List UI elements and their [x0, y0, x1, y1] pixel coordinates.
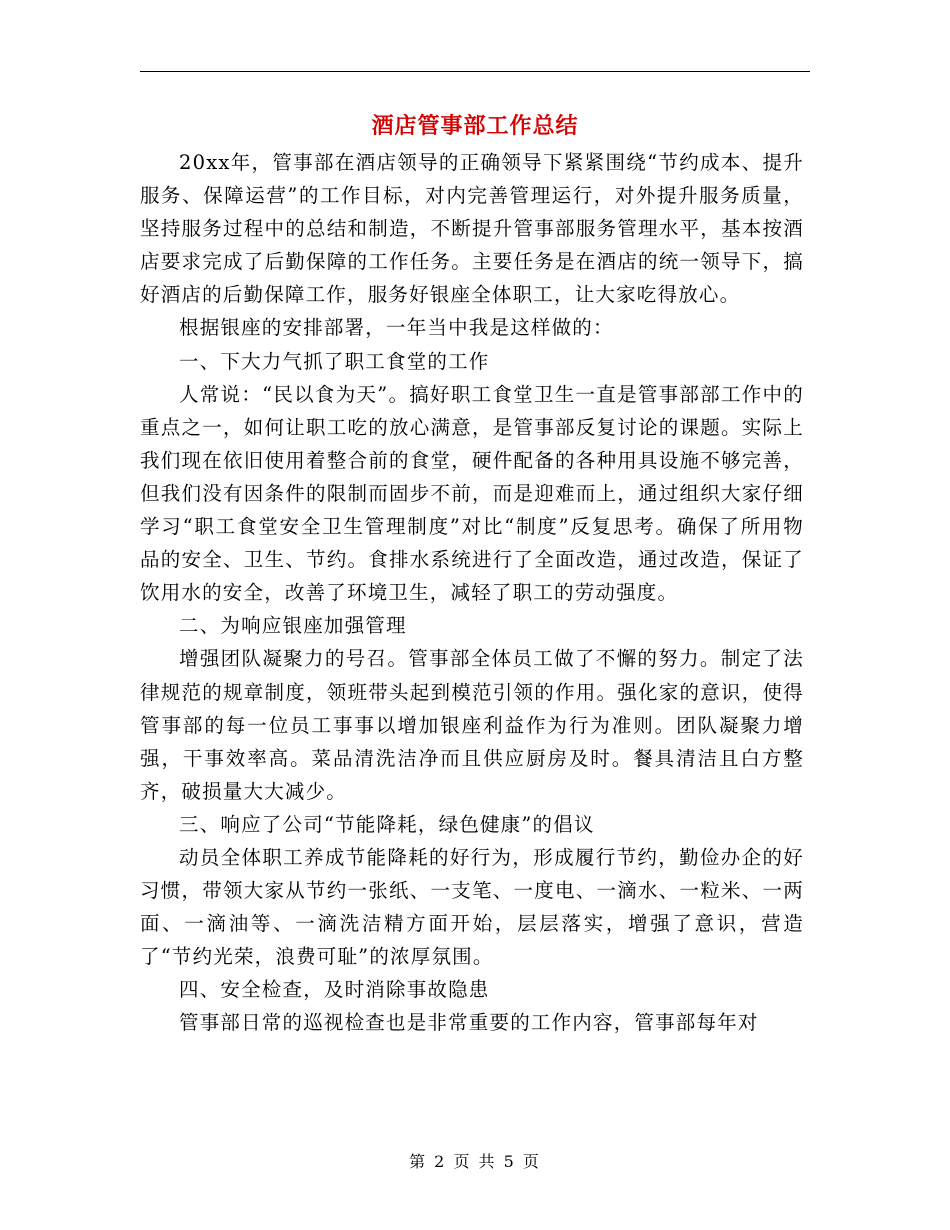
paragraph-intro: 20xx年，管事部在酒店领导的正确领导下紧紧围绕“节约成本、提升服务、保障运营”的工作目标，对内完善管理运行，对外提升服务质量，坚持服务过程中的总结和制造，不断提升管事部服务管理水平，基本按酒店要求完成了后勤保障的工作任务。主要任务是在酒店的统一领导下，搞好酒店的后勤保障工作，服务好银座全体职工，让大家吃得放心。	[140, 151, 804, 307]
paragraph-section-4: 管事部日常的巡视检查也是非常重要的工作内容，管事部每年对	[179, 1011, 759, 1035]
paragraph-section-1: 人常说：“民以食为天”。搞好职工食堂卫生一直是管事部部工作中的重点之一，如何让职工吃的放心满意，是管事部反复讨论的课题。实际上我们现在依旧使用着整合前的食堂，硬件配备的各种用具设施不够完善，但我们没有因条件的限制而固步不前，而是迎难而上，通过组织大家仔细学习“职工食堂安全卫生管理制度”对比“制度”反复思考。确保了所用物品的安全、卫生、节约。食排水系统进行了全面改造，通过改造，保证了饮用水的安全，改善了环境卫生，减轻了职工的劳动强度。	[140, 382, 804, 605]
document-title: 酒店管事部工作总结	[371, 113, 579, 139]
section-heading-1: 一、下大力气抓了职工食堂的工作	[179, 349, 490, 373]
section-heading-4: 四、安全检查，及时消除事故隐患	[179, 978, 490, 1002]
paragraph-section-3: 动员全体职工养成节能降耗的好行为，形成履行节约，勤俭办企的好习惯，带领大家从节约一张纸、一支笔、一度电、一滴水、一粒米、一两面、一滴油等、一滴洗洁精方面开始，层层落实，增强了意识，营造了“节约光荣，浪费可耻”的浓厚氛围。	[140, 845, 804, 969]
section-heading-3: 三、响应了公司“节能降耗，绿色健康”的倡议	[179, 812, 595, 836]
paragraph-lead: 根据银座的安排部署，一年当中我是这样做的：	[179, 316, 614, 340]
section-heading-2: 二、为响应银座加强管理	[179, 614, 407, 638]
page-number: 第 2 页 共 5 页	[409, 1152, 541, 1171]
header-rule	[140, 71, 810, 72]
paragraph-section-2: 增强团队凝聚力的号召。管事部全体员工做了不懈的努力。制定了法律规范的规章制度，领班带头起到模范引领的作用。强化家的意识，使得管事部的每一位员工事事以增加银座利益作为行为准则。团队凝聚力增强，干事效率高。菜品清洗洁净而且供应厨房及时。餐具清洁且白方整齐，破损量大大减少。	[140, 647, 804, 803]
document-body	[140, 146, 804, 1040]
